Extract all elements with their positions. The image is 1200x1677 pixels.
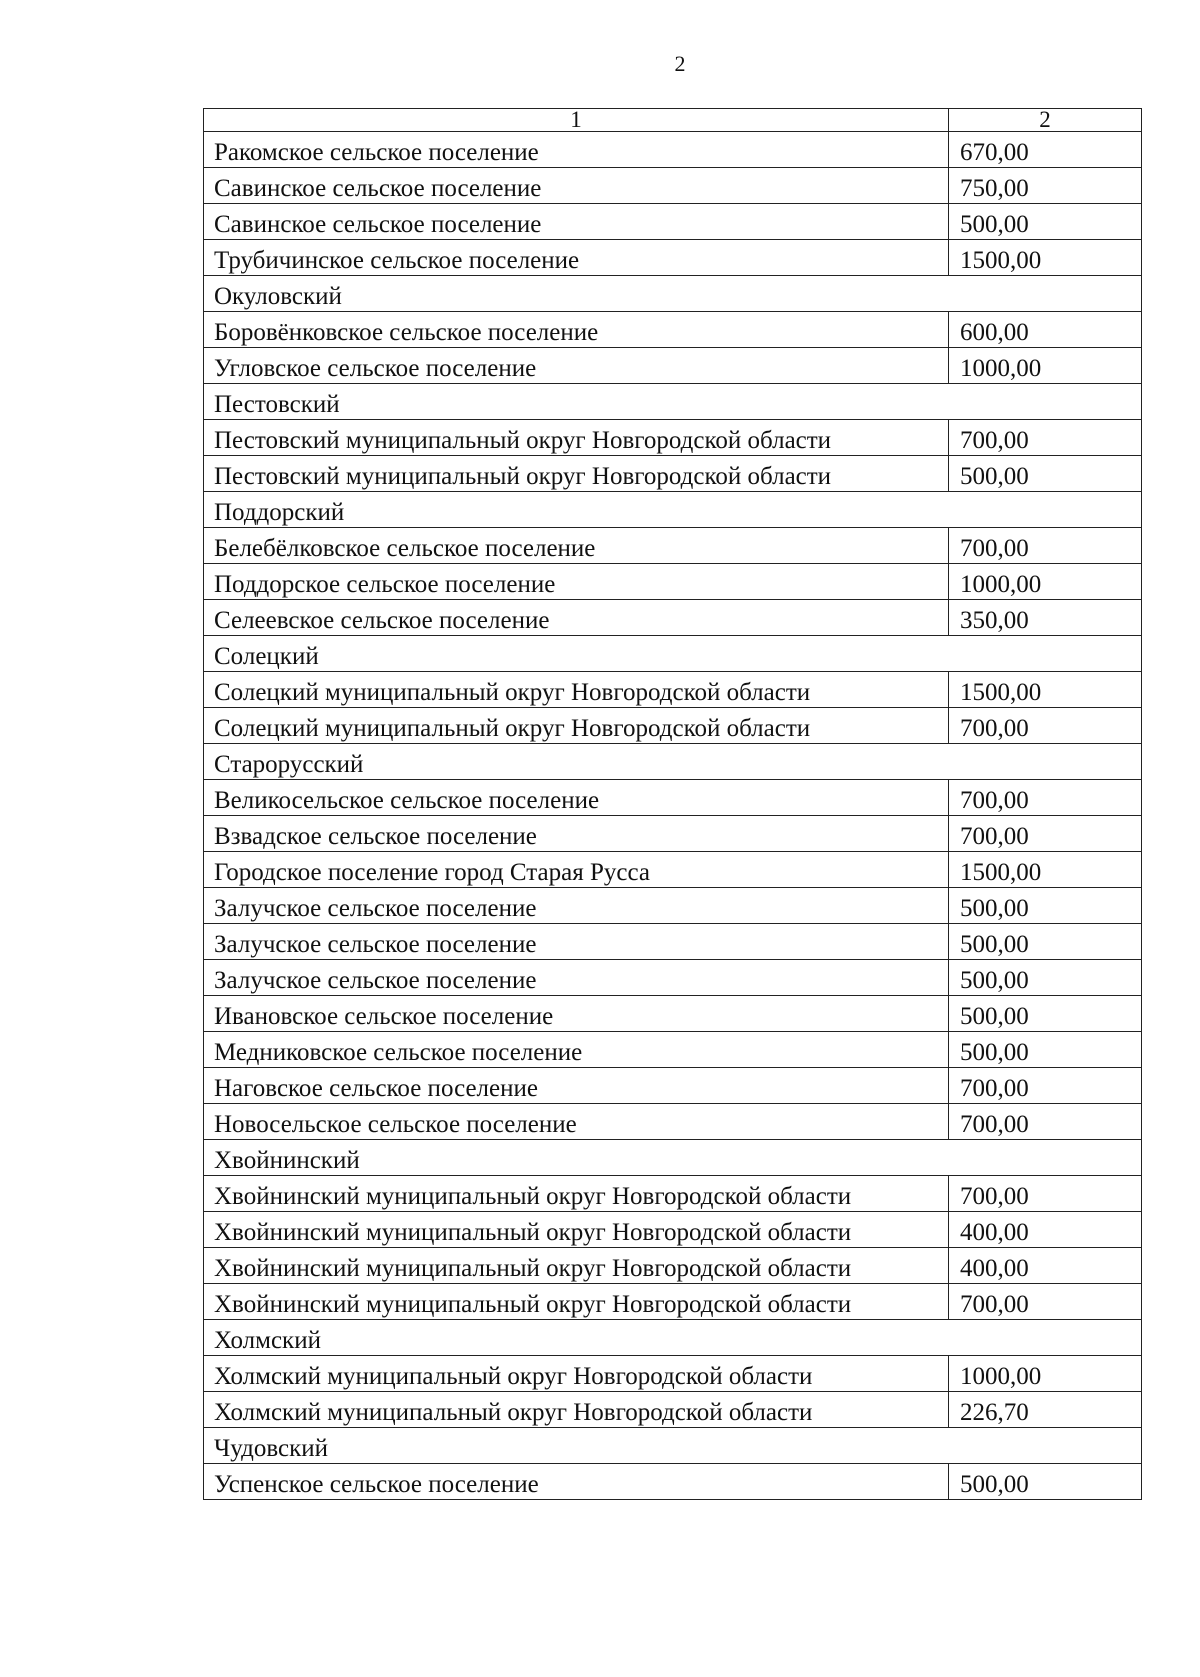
settlement-name: Трубичинское сельское поселение bbox=[204, 240, 949, 276]
table-group-row bbox=[204, 636, 1142, 672]
table-row bbox=[204, 168, 1142, 204]
settlement-name: Залучское сельское поселение bbox=[204, 888, 949, 924]
settlement-name: Наговское сельское поселение bbox=[204, 1068, 949, 1104]
settlement-name: Пестовский муниципальный округ Новгородской области bbox=[204, 456, 949, 492]
settlement-name: Угловское сельское поселение bbox=[204, 348, 949, 384]
settlement-name: Солецкий муниципальный округ Новгородской области bbox=[204, 708, 949, 744]
table-row bbox=[204, 1392, 1142, 1428]
amount-value: 500,00 bbox=[949, 996, 1142, 1032]
amount-value: 500,00 bbox=[949, 1032, 1142, 1068]
table-body bbox=[204, 109, 1142, 1500]
table-row bbox=[204, 708, 1142, 744]
amount-value: 1500,00 bbox=[949, 240, 1142, 276]
settlement-name: Хвойнинский муниципальный округ Новгородской области bbox=[204, 1248, 949, 1284]
settlement-name: Савинское сельское поселение bbox=[204, 168, 949, 204]
settlement-name: Савинское сельское поселение bbox=[204, 204, 949, 240]
settlement-name: Новосельское сельское поселение bbox=[204, 1104, 949, 1140]
amount-value: 1000,00 bbox=[949, 348, 1142, 384]
amount-value: 400,00 bbox=[949, 1212, 1142, 1248]
amount-value: 1500,00 bbox=[949, 852, 1142, 888]
settlement-name: Взвадское сельское поселение bbox=[204, 816, 949, 852]
column-header-2: 2 bbox=[949, 109, 1142, 132]
table-row bbox=[204, 240, 1142, 276]
table-row bbox=[204, 528, 1142, 564]
settlement-name: Солецкий муниципальный округ Новгородской области bbox=[204, 672, 949, 708]
district-name: Окуловский bbox=[204, 276, 1142, 312]
settlement-name: Поддорское сельское поселение bbox=[204, 564, 949, 600]
table-row bbox=[204, 924, 1142, 960]
amount-value: 500,00 bbox=[949, 924, 1142, 960]
table-header-row bbox=[204, 109, 1142, 132]
amount-value: 500,00 bbox=[949, 456, 1142, 492]
settlement-name: Холмский муниципальный округ Новгородской области bbox=[204, 1392, 949, 1428]
table-row bbox=[204, 600, 1142, 636]
amount-value: 700,00 bbox=[949, 708, 1142, 744]
settlement-name: Ракомское сельское поселение bbox=[204, 132, 949, 168]
amount-value: 1000,00 bbox=[949, 1356, 1142, 1392]
amount-value: 700,00 bbox=[949, 1068, 1142, 1104]
amount-value: 1000,00 bbox=[949, 564, 1142, 600]
district-name: Холмский bbox=[204, 1320, 1142, 1356]
settlement-name: Хвойнинский муниципальный округ Новгородской области bbox=[204, 1212, 949, 1248]
table-group-row bbox=[204, 744, 1142, 780]
settlement-name: Селеевское сельское поселение bbox=[204, 600, 949, 636]
district-name: Пестовский bbox=[204, 384, 1142, 420]
settlement-name: Успенское сельское поселение bbox=[204, 1464, 949, 1500]
column-header-1: 1 bbox=[204, 109, 949, 132]
settlement-name: Холмский муниципальный округ Новгородской области bbox=[204, 1356, 949, 1392]
amount-value: 700,00 bbox=[949, 1104, 1142, 1140]
settlement-name: Пестовский муниципальный округ Новгородской области bbox=[204, 420, 949, 456]
amount-value: 600,00 bbox=[949, 312, 1142, 348]
amount-value: 700,00 bbox=[949, 816, 1142, 852]
settlement-name: Боровёнковское сельское поселение bbox=[204, 312, 949, 348]
amount-value: 750,00 bbox=[949, 168, 1142, 204]
table-row bbox=[204, 564, 1142, 600]
page-number: 2 bbox=[674, 51, 686, 76]
district-name: Поддорский bbox=[204, 492, 1142, 528]
table-group-row bbox=[204, 384, 1142, 420]
table-group-row bbox=[204, 1140, 1142, 1176]
settlement-name: Залучское сельское поселение bbox=[204, 960, 949, 996]
table-row bbox=[204, 1104, 1142, 1140]
table-group-row bbox=[204, 492, 1142, 528]
table-row bbox=[204, 348, 1142, 384]
settlement-name: Залучское сельское поселение bbox=[204, 924, 949, 960]
allocation-table bbox=[203, 108, 1142, 1500]
district-name: Чудовский bbox=[204, 1428, 1142, 1464]
settlement-name: Ивановское сельское поселение bbox=[204, 996, 949, 1032]
table-row bbox=[204, 672, 1142, 708]
settlement-name: Хвойнинский муниципальный округ Новгородской области bbox=[204, 1176, 949, 1212]
table-row bbox=[204, 1176, 1142, 1212]
table-row bbox=[204, 420, 1142, 456]
district-name: Старорусский bbox=[204, 744, 1142, 780]
amount-value: 670,00 bbox=[949, 132, 1142, 168]
settlement-name: Белебёлковское сельское поселение bbox=[204, 528, 949, 564]
district-name: Солецкий bbox=[204, 636, 1142, 672]
amount-value: 500,00 bbox=[949, 960, 1142, 996]
table-row bbox=[204, 1464, 1142, 1500]
table-row bbox=[204, 1212, 1142, 1248]
table-row bbox=[204, 1284, 1142, 1320]
amount-value: 400,00 bbox=[949, 1248, 1142, 1284]
table-group-row bbox=[204, 1320, 1142, 1356]
table-row bbox=[204, 132, 1142, 168]
table-row bbox=[204, 456, 1142, 492]
table-row bbox=[204, 852, 1142, 888]
table-group-row bbox=[204, 276, 1142, 312]
table-row bbox=[204, 960, 1142, 996]
district-name: Хвойнинский bbox=[204, 1140, 1142, 1176]
table-row bbox=[204, 1032, 1142, 1068]
table-row bbox=[204, 996, 1142, 1032]
table-row bbox=[204, 780, 1142, 816]
amount-value: 350,00 bbox=[949, 600, 1142, 636]
amount-value: 500,00 bbox=[949, 888, 1142, 924]
settlement-name: Медниковское сельское поселение bbox=[204, 1032, 949, 1068]
table-row bbox=[204, 1356, 1142, 1392]
table-row bbox=[204, 312, 1142, 348]
table-row bbox=[204, 888, 1142, 924]
amount-value: 700,00 bbox=[949, 528, 1142, 564]
settlement-name: Великосельское сельское поселение bbox=[204, 780, 949, 816]
amount-value: 500,00 bbox=[949, 1464, 1142, 1500]
amount-value: 1500,00 bbox=[949, 672, 1142, 708]
amount-value: 700,00 bbox=[949, 1176, 1142, 1212]
table-row bbox=[204, 816, 1142, 852]
table-group-row bbox=[204, 1428, 1142, 1464]
settlement-name: Городское поселение город Старая Русса bbox=[204, 852, 949, 888]
amount-value: 700,00 bbox=[949, 780, 1142, 816]
table-row bbox=[204, 204, 1142, 240]
amount-value: 700,00 bbox=[949, 420, 1142, 456]
table-row bbox=[204, 1248, 1142, 1284]
amount-value: 226,70 bbox=[949, 1392, 1142, 1428]
amount-value: 500,00 bbox=[949, 204, 1142, 240]
settlement-name: Хвойнинский муниципальный округ Новгородской области bbox=[204, 1284, 949, 1320]
amount-value: 700,00 bbox=[949, 1284, 1142, 1320]
table-row bbox=[204, 1068, 1142, 1104]
